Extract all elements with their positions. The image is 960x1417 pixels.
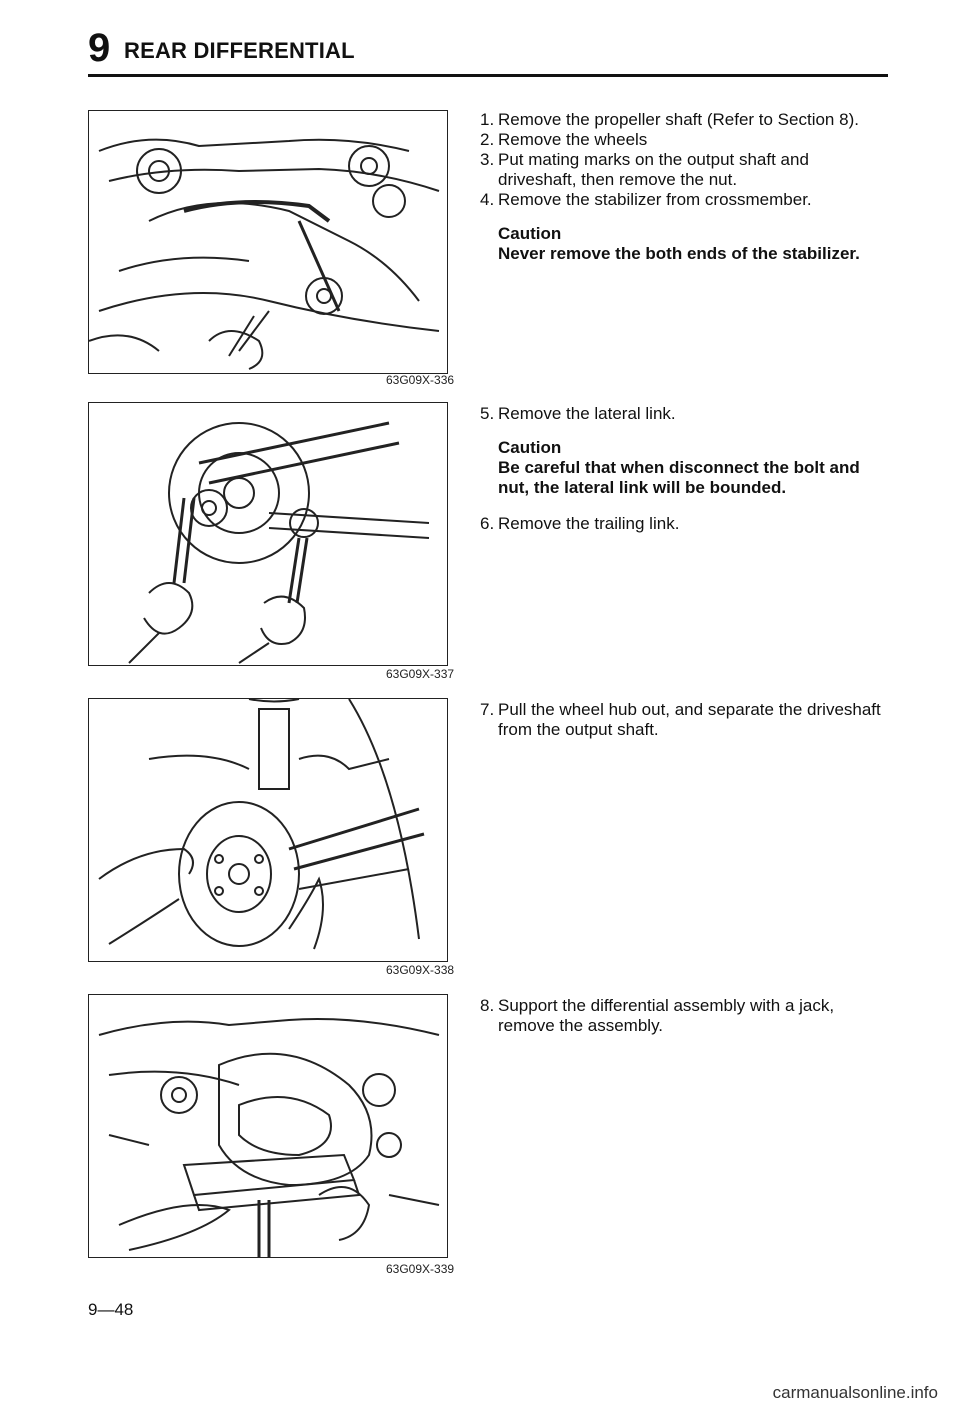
step-number: 6. (480, 514, 495, 533)
step-3 (480, 150, 890, 190)
step-6 (480, 514, 890, 534)
step-number: 4. (480, 190, 495, 209)
caution-text: Be careful that when disconnect the bolt and nut, the lateral link will be bounded. (498, 458, 860, 497)
caution-note (498, 224, 890, 264)
step-number: 7. (480, 700, 495, 719)
figure-code: 63G09X-338 (386, 963, 455, 977)
step-text: Remove the stabilizer from crossmember. (498, 190, 812, 209)
step-5 (480, 404, 890, 424)
page-header (88, 26, 888, 76)
step-4 (480, 190, 890, 210)
figure-code: 63G09X-336 (386, 373, 455, 387)
figure-stabilizer-removal (88, 110, 448, 374)
stabilizer-illustration (89, 111, 447, 373)
caution-heading: Caution (498, 438, 562, 457)
caution-heading: Caution (498, 224, 562, 243)
step-number: 1. (480, 110, 495, 129)
step-number: 3. (480, 150, 495, 169)
differential-jack-illustration (89, 995, 447, 1257)
watermark-text: carmanualsonline.info (772, 1383, 938, 1402)
step-text: Support the differential assembly with a jack, remove the assembly. (498, 996, 835, 1035)
section-number: 9 (88, 26, 111, 70)
step-7 (480, 700, 890, 740)
step-2 (480, 130, 890, 150)
instructions-block-1 (480, 110, 890, 264)
lateral-link-illustration (89, 403, 447, 665)
figure-lateral-link (88, 402, 448, 666)
step-number: 2. (480, 130, 495, 149)
figure-wheel-hub (88, 698, 448, 962)
page-number: 9—48 (88, 1300, 134, 1319)
section-title: REAR DIFFERENTIAL (124, 38, 355, 63)
instructions-block-3 (480, 700, 890, 740)
step-text: Remove the lateral link. (498, 404, 676, 423)
step-number: 5. (480, 404, 495, 423)
step-8 (480, 996, 890, 1036)
instructions-block-4 (480, 996, 890, 1036)
step-1 (480, 110, 890, 130)
instructions-block-2 (480, 404, 890, 534)
header-rule (88, 74, 888, 77)
caution-note (498, 438, 890, 498)
figure-code: 63G09X-337 (386, 667, 455, 681)
figure-code: 63G09X-339 (386, 1262, 455, 1276)
step-text: Remove the propeller shaft (Refer to Section 8). (498, 110, 859, 129)
step-text: Remove the trailing link. (498, 514, 680, 533)
step-text: Put mating marks on the output shaft and driveshaft, then remove the nut. (498, 150, 809, 189)
step-text: Pull the wheel hub out, and separate the driveshaft from the output shaft. (498, 700, 881, 739)
step-number: 8. (480, 996, 495, 1015)
figure-differential-jack (88, 994, 448, 1258)
wheel-hub-illustration (89, 699, 447, 961)
step-text: Remove the wheels (498, 130, 648, 149)
caution-text: Never remove the both ends of the stabilizer. (498, 244, 860, 263)
